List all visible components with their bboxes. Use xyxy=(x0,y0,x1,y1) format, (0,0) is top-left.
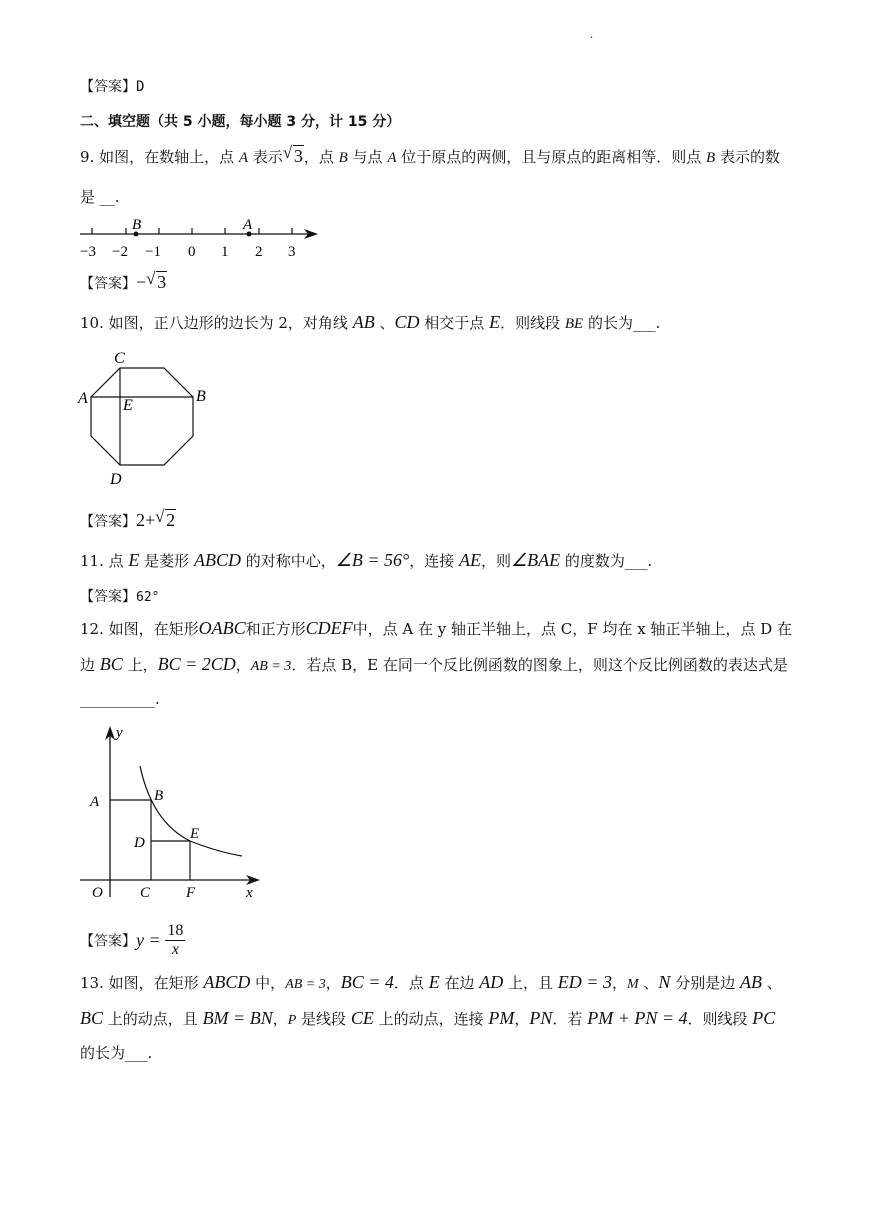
text: 、 xyxy=(638,974,659,992)
label-y: y xyxy=(116,725,123,741)
math-angle-BAE: ∠BAE xyxy=(511,550,561,570)
label-A: A xyxy=(78,390,88,407)
text: 与点 xyxy=(347,148,388,166)
answer-value: 62° xyxy=(136,590,160,605)
question-11 xyxy=(80,550,652,571)
math-PN: PN xyxy=(529,1008,553,1028)
answer-label: 【答案】 xyxy=(80,589,136,605)
math-BC: BC xyxy=(80,1008,104,1028)
math-B: B xyxy=(706,150,716,166)
answer-term: 2 xyxy=(136,510,145,530)
text: 是菱形 xyxy=(139,552,194,570)
text: 分别是边 xyxy=(670,974,740,992)
math-A: A xyxy=(387,150,397,166)
text: ，点 xyxy=(303,148,339,166)
text: ．点 xyxy=(393,974,429,992)
sqrt-expression: √ 3 xyxy=(282,143,303,166)
question-13-line3: 的长为___. xyxy=(80,1044,153,1062)
label-E: E xyxy=(123,397,133,414)
label-D: D xyxy=(134,835,145,851)
tick-label: −1 xyxy=(145,244,161,260)
answer-plus: + xyxy=(145,510,156,530)
answer-label: 【答案】 xyxy=(80,79,136,95)
math-A: A xyxy=(238,150,249,166)
answer-label: 【答案】 xyxy=(80,514,136,530)
question-9-line2: 是 __. xyxy=(80,188,120,206)
math-PM: PM xyxy=(488,1008,515,1028)
math-AB: AB = 3 xyxy=(250,659,292,674)
text: 中， xyxy=(250,974,286,992)
answer-label: 【答案】 xyxy=(80,933,136,950)
label-O: O xyxy=(92,885,103,901)
text: 相交于点 xyxy=(419,314,490,332)
text: 上的动点，且 xyxy=(103,1010,203,1028)
tick-label: −3 xyxy=(80,244,96,260)
text: 表示 xyxy=(248,148,283,166)
math-AB: AB xyxy=(739,972,762,992)
text: 的度数为___. xyxy=(560,552,653,570)
math-CDEF: CDEF xyxy=(305,618,353,638)
text: 上， xyxy=(122,656,158,674)
text: 12. 如图，在矩形 xyxy=(80,620,199,638)
text: ．若 xyxy=(552,1010,588,1028)
math-AD: AD xyxy=(479,972,504,992)
text: ，则 xyxy=(481,552,512,570)
tick-label: −2 xyxy=(112,244,128,260)
label-D: D xyxy=(110,471,122,488)
question-13-line1 xyxy=(80,972,782,993)
math-ABCD: ABCD xyxy=(203,972,251,992)
answer-label: 【答案】 xyxy=(80,276,136,292)
answer-sqrt: √ 2 xyxy=(155,507,176,530)
math-AE: AE xyxy=(459,550,481,570)
math-angle-B: ∠B = 56° xyxy=(335,550,410,570)
answer-sqrt: √ 3 xyxy=(146,269,167,292)
text: ，连接 xyxy=(409,552,459,570)
number-line-figure xyxy=(78,214,328,262)
math-N: N xyxy=(658,972,671,992)
label-B: B xyxy=(196,388,206,405)
math-B: B xyxy=(338,150,348,166)
math-M: M xyxy=(626,977,639,992)
label-A: A xyxy=(243,217,253,233)
text: 的对称中心， xyxy=(240,552,336,570)
math-ED: ED = 3 xyxy=(557,972,612,992)
answer-12 xyxy=(80,922,185,959)
math-BM-BN: BM = BN xyxy=(202,1008,273,1028)
text: 上的动点，连接 xyxy=(373,1010,489,1028)
answer-sign: − xyxy=(136,272,147,292)
math-AB: AB = 3 xyxy=(285,977,326,992)
text: 在边 xyxy=(439,974,480,992)
math-CE: CE xyxy=(350,1008,374,1028)
text: ， xyxy=(272,1010,288,1028)
text: ， xyxy=(611,974,627,992)
label-B: B xyxy=(154,788,164,804)
text: 的长为___. xyxy=(583,314,661,332)
question-12-blank: __________. xyxy=(80,690,160,708)
question-12-line2 xyxy=(80,654,788,675)
label-A: A xyxy=(90,794,100,810)
text: ， xyxy=(235,656,251,674)
math-AB: AB xyxy=(352,312,375,332)
text: ．则线段 xyxy=(500,314,565,332)
answer-9 xyxy=(80,269,167,293)
math-OABC: OABC xyxy=(198,618,246,638)
text: 、 xyxy=(761,974,782,992)
label-F: F xyxy=(186,885,196,901)
text: 边 xyxy=(80,656,100,674)
text: 是线段 xyxy=(296,1010,351,1028)
math-equation: BC = 2CD xyxy=(157,654,236,674)
text: 11. 点 xyxy=(80,552,129,570)
math-BE: BE xyxy=(564,316,584,332)
question-12-line1 xyxy=(80,618,792,639)
text: 上，且 xyxy=(503,974,558,992)
text: 、 xyxy=(374,314,395,332)
text: ， xyxy=(325,974,341,992)
label-C: C xyxy=(140,885,151,901)
math-P: P xyxy=(287,1013,297,1028)
text: 表示的数 xyxy=(715,148,780,166)
text: 9. 如图，在数轴上，点 xyxy=(80,148,239,166)
answer-8 xyxy=(80,76,144,96)
question-13-line2 xyxy=(80,1008,775,1029)
answer-fraction: $\frac{18}{x}$ xyxy=(167,922,184,958)
question-9-line1 xyxy=(80,143,780,167)
answer-10 xyxy=(80,507,176,531)
label-B: B xyxy=(132,217,142,233)
math-ABCD: ABCD xyxy=(193,550,241,570)
text: 10. 如图，正八边形的边长为 2，对角线 xyxy=(80,314,353,332)
label-E: E xyxy=(190,826,200,842)
label-x: x xyxy=(246,885,253,901)
answer-value: D xyxy=(136,79,145,95)
math-E: E xyxy=(428,972,440,992)
math-E: E xyxy=(489,312,501,332)
text: ．若点 B，E 在同一个反比例函数的图象上，则这个反比例函数的表达式是 xyxy=(291,656,788,674)
text: ， xyxy=(514,1010,530,1028)
text: 位于原点的两侧，且与原点的距离相等．则点 xyxy=(396,148,707,166)
question-10 xyxy=(80,312,660,333)
math-BC: BC = 4 xyxy=(340,972,394,992)
text: 和正方形 xyxy=(245,620,306,638)
coordinate-figure xyxy=(78,722,268,904)
tick-label: 2 xyxy=(255,244,263,260)
math-PC: PC xyxy=(752,1008,776,1028)
math-sum: PM + PN = 4 xyxy=(587,1008,688,1028)
top-dot: . xyxy=(590,30,594,41)
tick-label: 0 xyxy=(188,244,196,260)
tick-label: 1 xyxy=(221,244,229,260)
label-C: C xyxy=(114,350,125,367)
octagon-figure xyxy=(74,346,214,491)
text: 13. 如图，在矩形 xyxy=(80,974,204,992)
tick-label: 3 xyxy=(288,244,296,260)
math-CD: CD xyxy=(394,312,420,332)
answer-11 xyxy=(80,586,159,606)
text: 中，点 A 在 y 轴正半轴上，点 C，F 均在 x 轴正半轴上，点 D 在 xyxy=(352,620,793,638)
math-E: E xyxy=(128,550,140,570)
answer-lhs: y = xyxy=(136,930,161,950)
math-BC: BC xyxy=(99,654,123,674)
section-heading: 二、填空题（共 5 小题，每小题 3 分，计 15 分） xyxy=(80,114,401,130)
text: ．则线段 xyxy=(687,1010,753,1028)
